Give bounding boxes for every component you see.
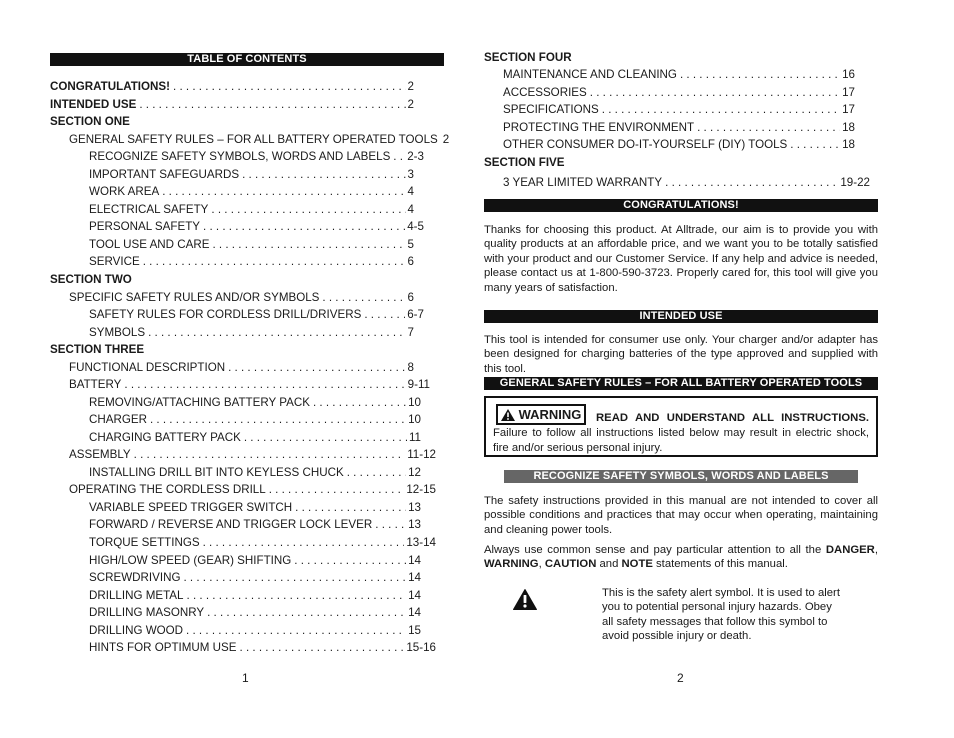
toc-leader-dots <box>134 446 406 463</box>
and-word: and <box>596 558 622 571</box>
safety-alert-text: This is the safety alert symbol. It is used to alert you to potential personal injury hazards. Obey all safety messages that follow this symbol to avoid possible injury or death. <box>602 587 840 643</box>
warning-badge <box>496 404 586 425</box>
toc-section-heading: SECTION TWO <box>50 273 132 286</box>
safety-alert-icon <box>513 589 537 610</box>
note-word: NOTE <box>621 558 653 571</box>
toc-entry-page: 3 <box>407 168 414 181</box>
toc-entry-page: 8 <box>407 361 414 374</box>
toc-entry-title: ASSEMBLY <box>69 448 131 461</box>
warning-box <box>484 396 878 457</box>
toc-entry-title: DRILLING METAL <box>89 589 184 602</box>
toc-entry-title: CHARGER <box>89 413 147 426</box>
toc-entry <box>69 446 436 463</box>
toc-entry <box>89 148 424 165</box>
toc-entry <box>89 429 421 446</box>
toc-leader-dots <box>187 587 407 604</box>
toc-leader-dots <box>790 136 840 153</box>
toc-entry-title: DRILLING MASONRY <box>89 606 205 619</box>
intended-use-text: This tool is intended for consumer use only. Your charger and/or adapter has been designed for charging batteries of the type approved and supplied with this tool. <box>484 334 878 375</box>
common-sense-text <box>484 543 878 572</box>
toc-entry <box>503 101 855 118</box>
toc-section-heading: SECTION FOUR <box>484 51 572 64</box>
toc-leader-dots <box>183 569 406 586</box>
warning-label: WARNING <box>518 407 582 422</box>
toc-header: TABLE OF CONTENTS <box>50 53 444 66</box>
toc-entry-page: 6 <box>407 291 414 304</box>
toc-entry <box>89 218 424 235</box>
toc-entry-page: 15 <box>408 624 421 637</box>
toc-entry <box>69 481 436 498</box>
toc-entry-title: MAINTENANCE AND CLEANING <box>503 68 677 81</box>
toc-entry-page: 4-5 <box>407 220 424 233</box>
toc-entry-page: 13-14 <box>406 536 436 549</box>
toc-entry <box>89 569 421 586</box>
toc-entry-page: 6-7 <box>407 308 424 321</box>
right-page <box>484 0 878 738</box>
toc-leader-dots <box>228 359 405 376</box>
toc-leader-dots <box>590 84 840 101</box>
toc-entry-title: REMOVING/ATTACHING BATTERY PACK <box>89 396 310 409</box>
toc-leader-dots <box>150 411 406 428</box>
toc-entry <box>503 84 855 101</box>
intended-use-header: INTENDED USE <box>484 310 878 323</box>
toc-entry-page: 14 <box>408 589 421 602</box>
toc-entry-page: 5 <box>407 238 414 251</box>
toc-entry-page: 12 <box>408 466 421 479</box>
toc-leader-dots <box>148 324 405 341</box>
toc-entry <box>89 306 424 323</box>
toc-entry-page: 13 <box>408 501 421 514</box>
toc-entry-title: FUNCTIONAL DESCRIPTION <box>69 361 226 374</box>
toc-section-heading: SECTION FIVE <box>484 156 565 169</box>
toc-entry-title: SAFETY RULES FOR CORDLESS DRILL/DRIVERS <box>89 308 362 321</box>
toc-entry <box>89 552 421 569</box>
general-safety-header: GENERAL SAFETY RULES – FOR ALL BATTERY OPERATED TOOLS <box>484 377 878 390</box>
toc-leader-dots <box>393 148 405 165</box>
toc-entry-title: TORQUE SETTINGS <box>89 536 200 549</box>
toc-leader-dots <box>173 78 406 95</box>
toc-entry-title: SCREWDRIVING <box>89 571 181 584</box>
toc-entry-title: 3 YEAR LIMITED WARRANTY <box>503 176 663 189</box>
toc-entry <box>89 587 421 604</box>
toc-entry <box>50 78 414 95</box>
page-number-left: 1 <box>242 671 249 685</box>
toc-leader-dots <box>347 464 406 481</box>
toc-entry-title: BATTERY <box>69 378 122 391</box>
warning-triangle-icon <box>501 409 515 421</box>
toc-entry-title: SPECIFIC SAFETY RULES AND/OR SYMBOLS <box>69 291 320 304</box>
toc-entry-title: RECOGNIZE SAFETY SYMBOLS, WORDS AND LABELS <box>89 150 391 163</box>
toc-entry <box>89 639 436 656</box>
toc-leader-dots <box>665 174 838 191</box>
toc-entry-title: VARIABLE SPEED TRIGGER SWITCH <box>89 501 293 514</box>
toc-entry-page: 13 <box>408 518 421 531</box>
toc-entry <box>69 289 414 306</box>
congratulations-header: CONGRATULATIONS! <box>484 199 878 212</box>
comma-2: , <box>538 558 545 571</box>
toc-entry-page: 10 <box>408 396 421 409</box>
toc-entry-page: 4 <box>407 185 414 198</box>
toc-entry-page: 14 <box>408 571 421 584</box>
toc-entry-page: 14 <box>408 606 421 619</box>
toc-entry <box>89 324 414 341</box>
toc-leader-dots <box>143 253 406 270</box>
toc-entry <box>89 622 421 639</box>
toc-entry-title: SPECIFICATIONS <box>503 103 599 116</box>
toc-entry-page: 11-12 <box>407 448 436 461</box>
toc-entry-title: FORWARD / REVERSE AND TRIGGER LOCK LEVER <box>89 518 373 531</box>
page-number-right: 2 <box>677 671 684 685</box>
toc-entry-title: ACCESSORIES <box>503 86 587 99</box>
toc-entry-page: 18 <box>842 121 855 134</box>
toc-entry-title: SYMBOLS <box>89 326 146 339</box>
toc-leader-dots <box>211 201 405 218</box>
toc-entry <box>89 604 421 621</box>
toc-leader-dots <box>139 96 405 113</box>
toc-entry <box>503 174 870 191</box>
toc-entry-title: CONGRATULATIONS! <box>50 80 171 93</box>
toc-entry-page: 16 <box>842 68 855 81</box>
toc-entry-page: 7 <box>407 326 414 339</box>
toc-entry <box>69 359 414 376</box>
danger-word: DANGER <box>825 544 875 556</box>
safety-instructions-text: The safety instructions provided in this manual are not intended to cover all possible conditions and practices that may occur when operating, maintaining and cleaning power tools. <box>484 495 878 536</box>
toc-leader-dots <box>186 622 406 639</box>
warning-bold-text: READ AND UNDERSTAND ALL INSTRUCTIONS. <box>596 412 869 424</box>
toc-leader-dots <box>162 183 405 200</box>
toc-entry-title: INSTALLING DRILL BIT INTO KEYLESS CHUCK <box>89 466 344 479</box>
toc-entry <box>89 183 414 200</box>
toc-entry-title: PROTECTING THE ENVIRONMENT <box>503 121 695 134</box>
caution-word: CAUTION <box>544 558 597 571</box>
toc-entry-title: PERSONAL SAFETY <box>89 220 201 233</box>
toc-leader-dots <box>240 639 405 656</box>
toc-entry-page: 18 <box>842 138 855 151</box>
toc-leader-dots <box>697 119 840 136</box>
toc-entry-page: 2 <box>442 133 450 146</box>
toc-leader-dots <box>242 166 405 183</box>
toc-entry-title: OPERATING THE CORDLESS DRILL <box>69 483 266 496</box>
toc-leader-dots <box>375 516 406 533</box>
toc-entry-page: 9-11 <box>407 378 430 391</box>
toc-entry-page: 17 <box>842 103 855 116</box>
toc-entry-page: 10 <box>408 413 421 426</box>
common-sense-post: statements of this manual. <box>652 558 788 571</box>
toc-entry-title: SERVICE <box>89 255 140 268</box>
toc-entry-title: IMPORTANT SAFEGUARDS <box>89 168 240 181</box>
warning-word: WARNING <box>484 558 539 571</box>
toc-leader-dots <box>364 306 405 323</box>
toc-entry <box>89 394 421 411</box>
toc-leader-dots <box>294 552 406 569</box>
toc-entry-title: TOOL USE AND CARE <box>89 238 210 251</box>
toc-entry-title: INTENDED USE <box>50 98 137 111</box>
toc-entry-page: 14 <box>408 554 421 567</box>
toc-entry <box>89 516 421 533</box>
toc-entry-page: 19-22 <box>840 176 870 189</box>
congratulations-text: Thanks for choosing this product. At Alltrade, our aim is to provide you with quality products at an affordable price, and we want you to be totally satisfied with your product and our Customer Service. If any help and advice is needed, please contact us at 1-800-590-3723. Properly cared for, this tool will give you many years of satisfaction. <box>484 224 878 294</box>
toc-leader-dots <box>680 66 840 83</box>
toc-entry <box>89 464 421 481</box>
common-sense-pre: Always use common sense and pay particular attention to all the <box>484 544 826 556</box>
toc-entry <box>503 119 855 136</box>
toc-entry-title: WORK AREA <box>89 185 160 198</box>
toc-leader-dots <box>212 236 405 253</box>
toc-entry-title: DRILLING WOOD <box>89 624 184 637</box>
toc-entry <box>89 411 421 428</box>
toc-entry <box>503 66 855 83</box>
toc-entry-page: 4 <box>407 203 414 216</box>
toc-leader-dots <box>203 534 405 551</box>
toc-entry-page: 17 <box>842 86 855 99</box>
comma-1: , <box>874 544 878 556</box>
toc-leader-dots <box>244 429 407 446</box>
toc-entry-page: 2 <box>407 98 414 111</box>
toc-entry-page: 6 <box>407 255 414 268</box>
toc-entry <box>69 131 450 148</box>
toc-entry <box>50 96 414 113</box>
toc-leader-dots <box>295 499 406 516</box>
left-page <box>50 0 450 738</box>
toc-leader-dots <box>203 218 405 235</box>
toc-section-heading: SECTION ONE <box>50 115 130 128</box>
toc-entry <box>89 166 414 183</box>
toc-entry <box>89 253 414 270</box>
toc-entry-page: 11 <box>408 431 421 444</box>
toc-leader-dots <box>124 376 405 393</box>
toc-entry <box>89 534 436 551</box>
toc-entry-title: GENERAL SAFETY RULES – FOR ALL BATTERY OPERATED TOOLS <box>69 133 438 146</box>
toc-entry-title: HINTS FOR OPTIMUM USE <box>89 641 237 654</box>
toc-entry-page: 2-3 <box>407 150 424 163</box>
toc-entry <box>89 236 414 253</box>
toc-entry <box>89 201 414 218</box>
toc-leader-dots <box>602 101 840 118</box>
warning-rest-text: Failure to follow all instructions listed below may result in electric shock, fire and/or serious personal injury. <box>493 427 869 454</box>
toc-entry-title: OTHER CONSUMER DO-IT-YOURSELF (DIY) TOOLS <box>503 138 788 151</box>
toc-entry-page: 2 <box>407 80 414 93</box>
toc-entry <box>69 376 430 393</box>
toc-leader-dots <box>313 394 406 411</box>
toc-entry-page: 12-15 <box>406 483 436 496</box>
toc-entry <box>89 499 421 516</box>
recognize-symbols-header: RECOGNIZE SAFETY SYMBOLS, WORDS AND LABELS <box>504 470 858 483</box>
toc-leader-dots <box>322 289 405 306</box>
toc-leader-dots <box>269 481 405 498</box>
toc-entry-page: 15-16 <box>406 641 436 654</box>
toc-entry-title: ELECTRICAL SAFETY <box>89 203 209 216</box>
toc-entry <box>503 136 855 153</box>
toc-section-heading: SECTION THREE <box>50 343 145 356</box>
toc-leader-dots <box>207 604 406 621</box>
toc-entry-title: CHARGING BATTERY PACK <box>89 431 241 444</box>
toc-entry-title: HIGH/LOW SPEED (GEAR) SHIFTING <box>89 554 292 567</box>
